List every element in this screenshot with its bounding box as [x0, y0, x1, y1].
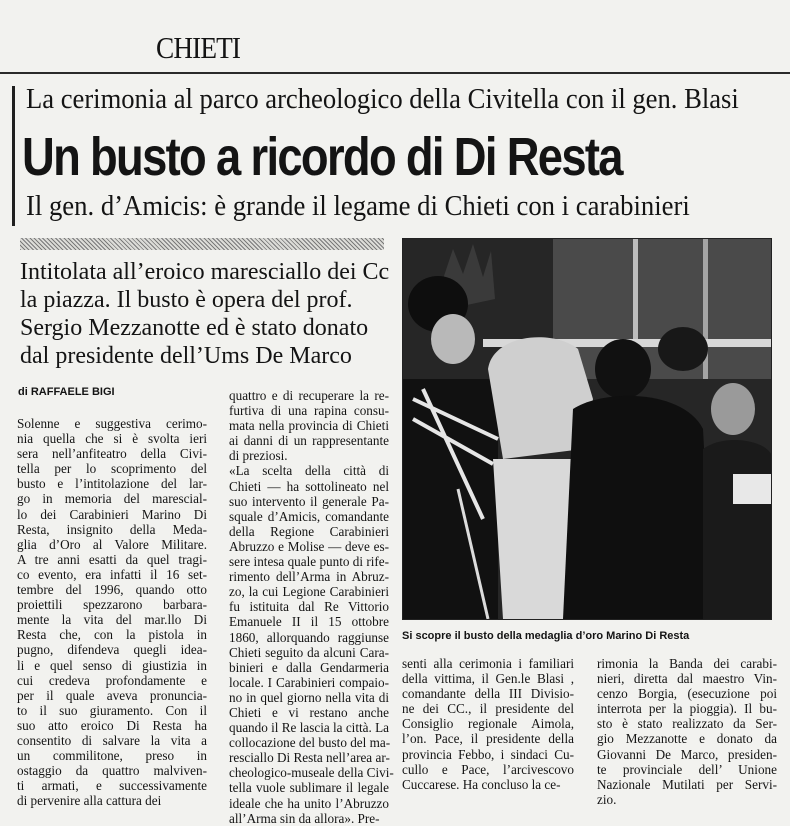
summary-line: Intitolata all’eroico maresciallo dei Cc — [20, 259, 390, 285]
article-line: cui credeva profondamente e — [17, 672, 207, 688]
article-line: mata nella provincia di Chieti — [229, 418, 389, 434]
article-line: co evento, era infatti il 16 set- — [17, 566, 207, 582]
top-rule — [0, 72, 790, 74]
section-title: CHIETI — [156, 30, 241, 65]
subheadline: Il gen. d’Amicis: è grande il legame di Chieti con i carabinieri — [26, 190, 690, 222]
hatched-rule — [20, 238, 384, 250]
article-line: sto è stato realizzato da Ser- — [597, 716, 777, 732]
article-column-4 — [597, 656, 777, 807]
article-line: interrota per la pioggia). Il bu- — [597, 701, 777, 717]
article-line: tella per lo scoprimento del — [17, 461, 207, 477]
article-line: suo atto eroico Di Resta ha — [17, 717, 207, 733]
article-line: no in quel giorno nella vita di — [229, 689, 389, 705]
article-line: Giovanni De Marco, presiden- — [597, 746, 777, 762]
article-line: consentito di salvare la vita a — [17, 732, 207, 748]
article-line: pugno, difendeva quegli idea- — [17, 642, 207, 658]
article-line: rimento dell’Arma in Abruz- — [229, 569, 389, 585]
article-line: li e quel senso di giustizia in — [17, 657, 207, 673]
article-line: tella vuole sublimare il legale — [229, 780, 389, 796]
article-line: della Regione Carabinieri — [229, 523, 389, 539]
article-column-1 — [17, 416, 207, 808]
article-line: ostaggio da quattro malviven- — [17, 763, 207, 779]
summary — [20, 258, 400, 370]
article-line: nia quella che si è svolta ieri — [17, 431, 207, 447]
article-line: l’on. Pace, il presidente della — [402, 731, 574, 747]
article-line: quattro e di recuperare la re- — [229, 388, 389, 403]
article-line: quando il Re lascia la città. La — [229, 720, 390, 736]
article-line: suo intervento il generale Pa- — [229, 493, 389, 509]
article-line: Abruzzo e Molise — deve es- — [229, 538, 389, 554]
article-line: ne dei CC., il presidente del — [402, 701, 574, 717]
article-line: Resta che, con la pistola in — [17, 627, 207, 643]
ceremony-photo — [402, 238, 772, 620]
article-line: mente la vita del mar.llo Di — [17, 612, 207, 628]
photo-caption: Si scopre il busto della medaglia d’oro Marino Di Resta — [402, 630, 690, 642]
article-line: A tre anni esatti da quel tragi- — [17, 551, 207, 567]
article-line: furtiva di una rapina consu- — [229, 403, 389, 419]
article-line: comandante della III Divisio- — [402, 686, 574, 702]
article-line: Cuccarese. Ha concluso la ce- — [402, 776, 561, 792]
summary-line: Sergio Mezzanotte ed è stato donato — [20, 315, 369, 341]
article-line: cullo e Pace, l’arcivescovo — [402, 761, 574, 777]
article-line: della vittima, il Gen.le Blasi , — [402, 671, 574, 687]
article-line: ti armati, e successivamente — [17, 778, 207, 794]
article-line: tembre del 1996, quando otto — [17, 582, 207, 598]
summary-line: la piazza. Il busto è opera del prof. — [20, 287, 353, 313]
article-line: te provinciale dell’ Unione — [597, 761, 777, 777]
article-line: collocazione del busto del ma- — [229, 735, 391, 751]
article-line: zio. — [597, 791, 617, 807]
article-line: all’Arma sin da allora». Pre- — [229, 810, 380, 826]
article-line: go in memoria del marescial- — [17, 491, 207, 507]
article-line: busto e l’intitolazione del lar- — [17, 476, 207, 492]
article-line: resciallo Di Resta nell’area ar- — [229, 750, 390, 766]
article-line: Solenne e suggestiva cerimo- — [17, 416, 207, 431]
article-line: Resta, insignito della Meda- — [17, 521, 207, 537]
article-line: cenzo Borgia, (esecuzione poi — [597, 686, 777, 702]
article-line: glia d’Oro al Valore Militare. — [17, 536, 207, 552]
article-line: zo, la cui Legione Carabinieri — [229, 584, 389, 600]
headline: Un busto a ricordo di Di Resta — [22, 127, 622, 187]
article-line: locale. I Carabinieri compaio- — [229, 674, 389, 690]
article-line: un commilitone, preso in — [17, 748, 207, 764]
article-line: provincia Febbo, i sindaci Cu- — [402, 746, 574, 762]
ceremony-photo-graphic — [403, 239, 771, 619]
article-line: cheologico-museale della Civi- — [229, 765, 394, 781]
article-line: Emanuele II il 15 ottobre — [229, 614, 389, 630]
article-line: Chieti e vi restano anche — [229, 704, 389, 720]
byline: di RAFFAELE BIGI — [18, 386, 115, 398]
article-column-2 — [229, 388, 394, 826]
article-line: sera nell’anfiteatro della Civi- — [17, 446, 207, 462]
article-line: lo dei Carabinieri Marino Di — [17, 506, 207, 522]
article-line: 1860, allorquando raggiunse — [229, 629, 389, 645]
article-line: squale d’Amicis, comandante — [229, 508, 389, 524]
article-line: ideale che ha unito l’Abruzzo — [229, 795, 389, 811]
overline: La cerimonia al parco archeologico della Civitella con il gen. Blasi — [26, 84, 739, 115]
article-line: to il suo giuramento. Con il — [17, 702, 207, 718]
article-line: fu istituita dal Re Vittorio — [229, 599, 389, 615]
headline-side-bar — [12, 86, 15, 226]
article-line: binieri e dalla Gendarmeria — [229, 659, 389, 675]
article-line: «La scelta della città di — [229, 463, 389, 479]
article-line: di pervenire alla cattura dei — [17, 793, 162, 809]
article-line: Nazionale Mutilati per Servi- — [597, 776, 777, 792]
article-line: ai danni di un rappresentante — [229, 433, 389, 449]
article-line: senti alla cerimonia i familiari — [402, 656, 574, 671]
article-line: sere intesa quale punto di rife- — [229, 554, 390, 570]
summary-line: dal presidente dell’Ums De Marco — [20, 343, 352, 369]
article-line: gio Mezzanotte e donato da — [597, 731, 777, 747]
article-column-3 — [402, 656, 574, 792]
article-line: di preziosi. — [229, 448, 288, 464]
article-line: proiettili spezzarono barbara- — [17, 597, 207, 613]
article-line: nieri, diretta dal maestro Vin- — [597, 671, 777, 687]
article-line: rimonia la Banda dei carabi- — [597, 656, 777, 671]
article-line: Chieti seguito da alcuni Cara- — [229, 644, 389, 660]
article-line: Consiglio regionale Aimola, — [402, 716, 574, 732]
article-line: per il quale aveva pronuncia- — [17, 687, 207, 703]
article-line: Chieti — ha sottolineato nel — [229, 478, 389, 494]
